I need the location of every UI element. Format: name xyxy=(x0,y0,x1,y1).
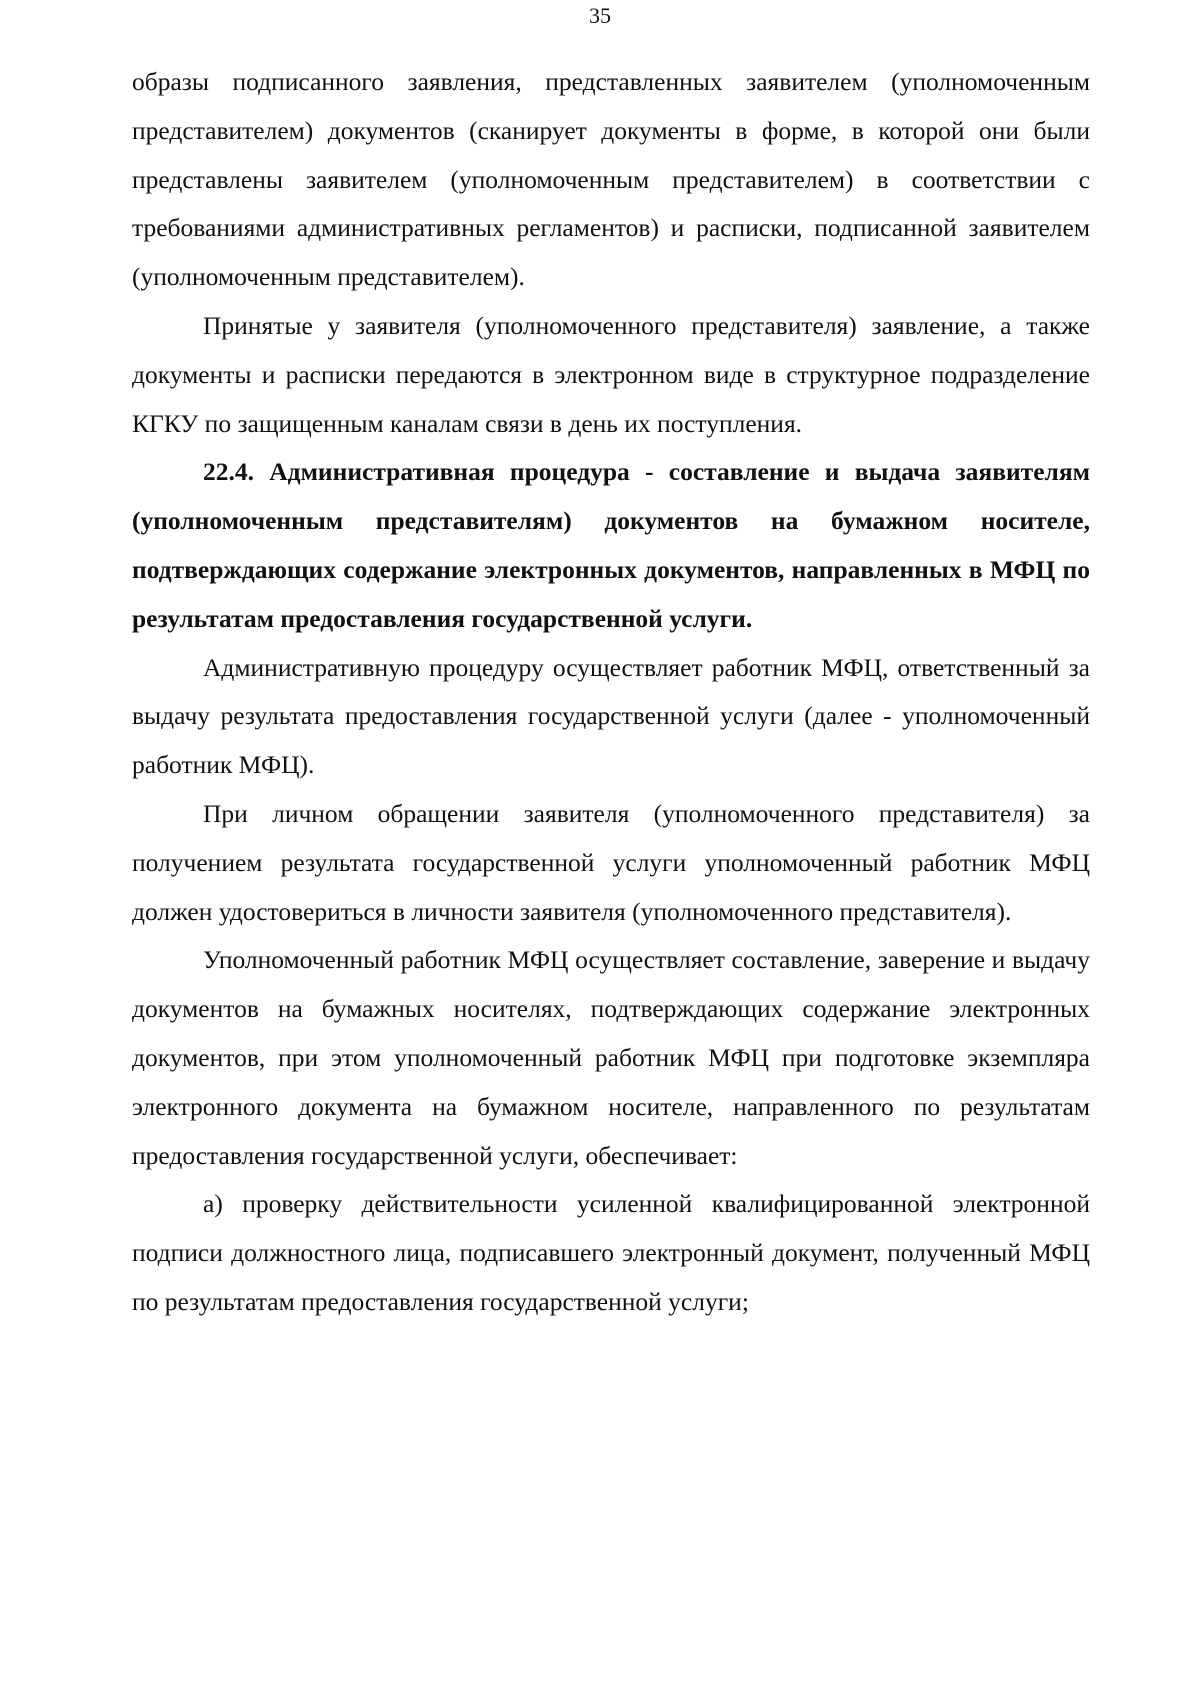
page-number: 35 xyxy=(589,3,611,28)
paragraph-item-a: а) проверку действительности усиленной квалифицированной электронной подписи должностного лица, подписавшего электронный документ, полученный МФЦ по результатам предоставления государственной услуги; xyxy=(132,1189,1090,1316)
paragraph-transfer-documents: Принятые у заявителя (уполномоченного представителя) заявление, а также документы и расписки передаются в электронном виде в структурное подразделение КГКУ по защищенным каналам связи в день их поступления. xyxy=(132,310,1090,438)
paragraph-continuation: образы подписанного заявления, представленных заявителем (уполномоченным представителем) документов (сканирует документы в форме, в которой они были представлены заявителем (уполномоченным представителем) в соответствии с требованиями административных регламентов) и расписки, подписанной заявителем (уполномоченным представителем). xyxy=(132,67,1090,292)
paragraph-identity-verification: При личном обращении заявителя (уполномоченного представителя) за получением результата государственной услуги уполномоченный работник МФЦ должен удостовериться в личности заявителя (уполномоченного представителя). xyxy=(132,798,1090,926)
paragraph-procedure-performer: Административную процедуру осуществляет работник МФЦ, ответственный за выдачу результата предоставления государственной услуги (далее - уполномоченный работник МФЦ). xyxy=(132,652,1090,780)
paragraph-paper-documents: Уполномоченный работник МФЦ осуществляет составление, заверение и выдачу документов на бумажных носителях, подтверждающих содержание электронных документов, при этом уполномоченный работник МФЦ при подготовке экземпляра электронного документа на бумажном носителе, направленного по результатам предоставления государственной услуги, обеспечивает: xyxy=(132,945,1090,1170)
section-heading-22-4: 22.4. Административная процедура - составление и выдача заявителям (уполномоченным представителям) документов на бумажном носителе, подтверждающих содержание электронных документов, направленных в МФЦ по результатам предоставления государственной услуги. xyxy=(132,457,1090,633)
document-body xyxy=(132,58,1090,1327)
